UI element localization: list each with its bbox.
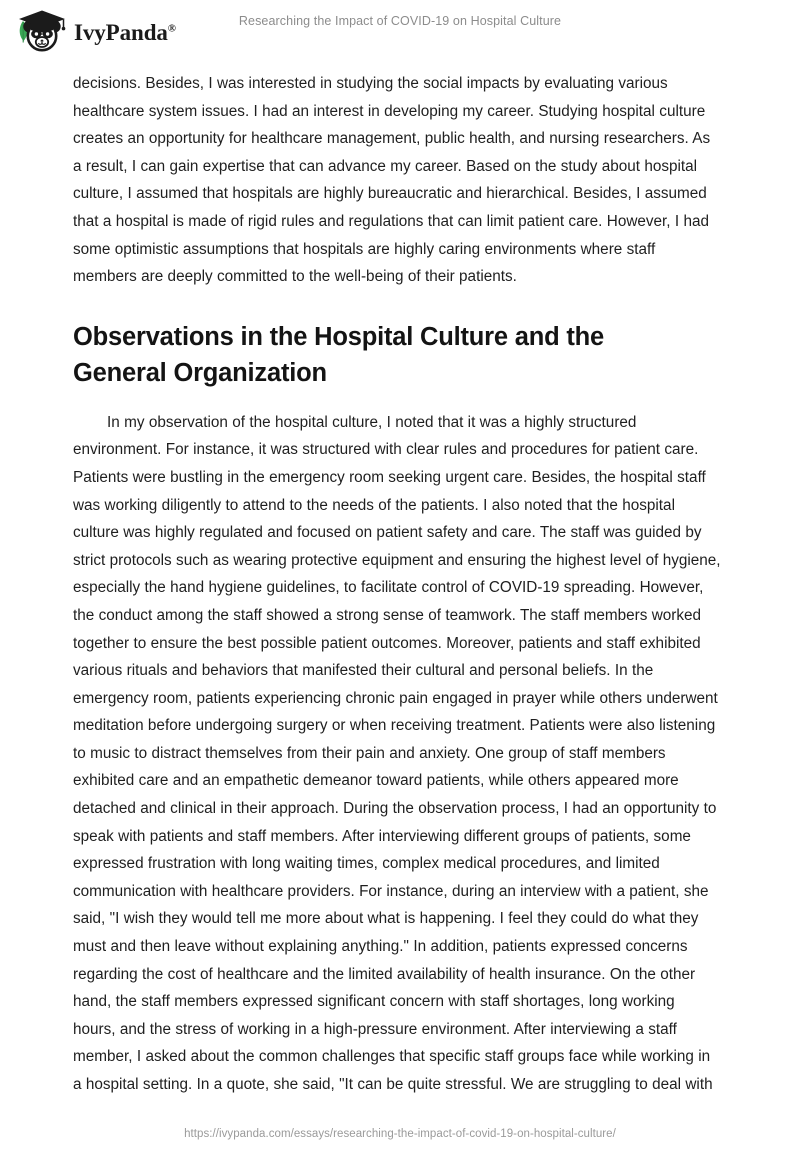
document-content [73, 70, 721, 1099]
footer-source-url[interactable]: https://ivypanda.com/essays/researching-the-impact-of-covid-19-on-hospital-culture/ [184, 1128, 616, 1140]
brand-name-text: IvyPanda [74, 19, 168, 45]
running-header-title: Researching the Impact of COVID-19 on Hospital Culture [238, 14, 562, 28]
page-header [0, 0, 800, 62]
page-footer [0, 1124, 800, 1142]
registered-trademark-symbol: ® [167, 21, 176, 34]
paragraph-observations: In my observation of the hospital culture, I noted that it was a highly structured environment. For instance, it was structured with clear rules and procedures for patient care. Patients were bustling in the emergency room seeking urgent care. Besides, the hospital staff was working diligently to attend to the needs of the patients. I also noted that the hospital culture was highly regulated and focused on patient safety and care. The staff was guided by strict protocols such as wearing protective equipment and ensuring the highest level of hygiene, especially the hand hygiene guidelines, to facilitate control of COVID-19 spreading. However, the conduct among the staff showed a strong sense of teamwork. The staff members worked together to ensure the best possible patient outcomes. Moreover, patients and staff exhibited various rituals and behaviors that manifested their cultural and personal beliefs. In the emergency room, patients experiencing chronic pain engaged in prayer while others underwent meditation before undergoing surgery or when receiving treatment. Patients were also listening to music to distract themselves from their pain and anxiety. One group of staff members exhibited care and an empathetic demeanor toward patients, while others appeared more detached and clinical in their approach. During the observation process, I had an opportunity to speak with patients and staff members. After interviewing different groups of patients, some expressed frustration with long waiting times, complex medical procedures, and limited communication with healthcare providers. For instance, during an interview with a patient, she said, "I wish they would tell me more about what is happening. I feel they could do what they must and then leave without explaining anything." In addition, patients expressed concerns regarding the cost of healthcare and the limited availability of health insurance. On the other hand, the staff members expressed significant concern with staff shortages, long working hours, and the stress of working in a high-pressure environment. After interviewing a staff member, I asked about the common challenges that specific staff groups face while working in a hospital setting. In a quote, she said, "It can be quite stressful. We are struggling to deal with [73, 413, 721, 1093]
paragraph-continuation: decisions. Besides, I was interested in studying the social impacts by evaluating various healthcare system issues. I had an interest in developing my career. Studying hospital culture creates an opportunity for healthcare management, public health, and nursing researchers. As a result, I can gain expertise that can advance my career. Based on the study about hospital culture, I assumed that hospitals are highly bureaucratic and hierarchical. Besides, I assumed that a hospital is made of rigid rules and regulations that can limit patient care. However, I had some optimistic assumptions that hospitals are highly caring environments where staff members are deeply committed to the well-being of their patients. [73, 75, 711, 286]
section-heading-observations: Observations in the Hospital Culture and the General Organization [73, 322, 605, 387]
